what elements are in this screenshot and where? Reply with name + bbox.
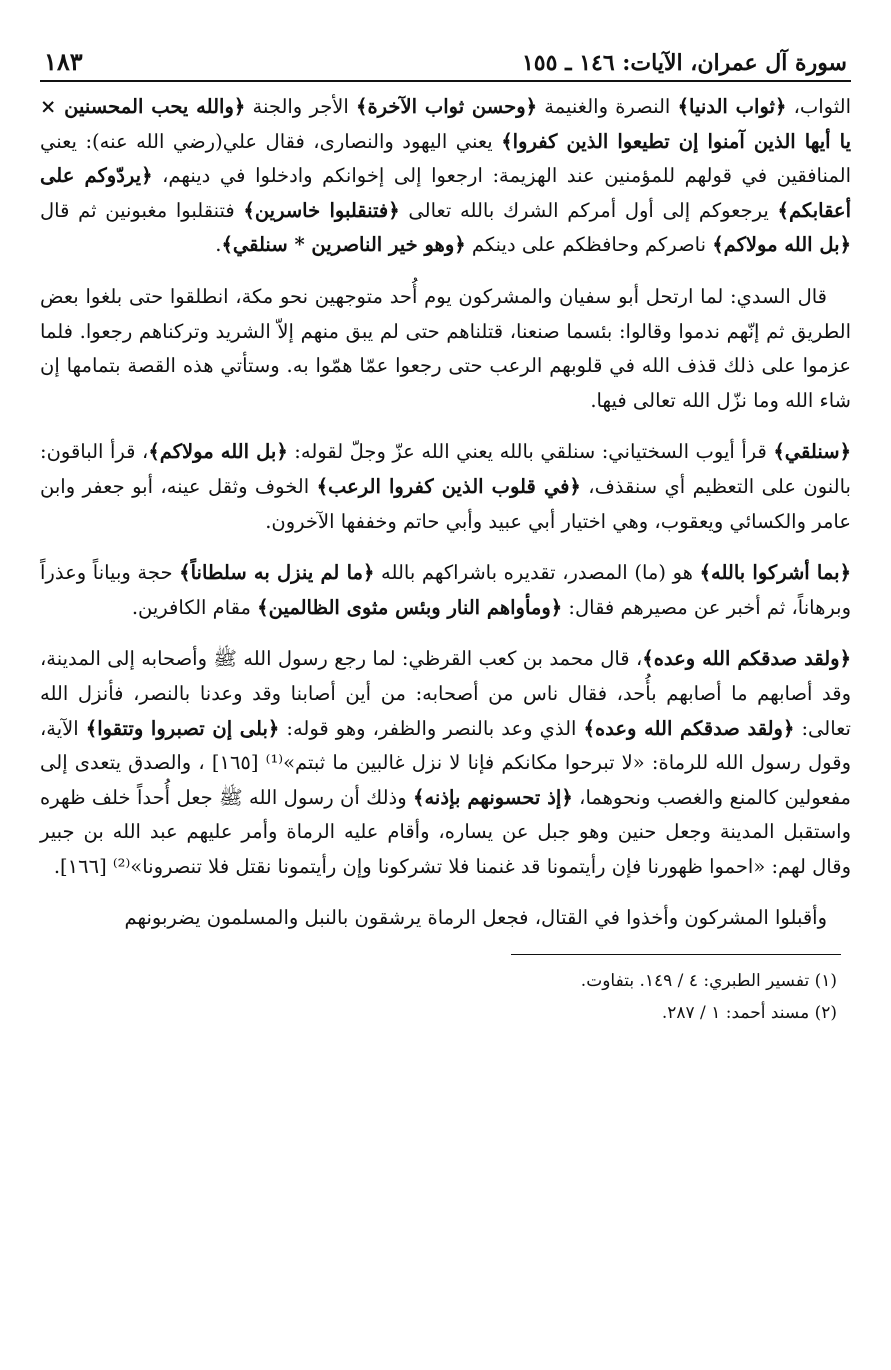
text-run: ناصركم وحافظكم على دينكم xyxy=(465,233,713,257)
quran-verse: ﴿بل الله مولاكم﴾ xyxy=(712,233,851,257)
paragraph xyxy=(40,901,851,936)
paragraph xyxy=(40,280,851,418)
main-text xyxy=(40,90,851,936)
paragraph xyxy=(40,556,851,625)
running-title: سورة آل عمران، الآيات: ١٤٦ ـ ١٥٥ xyxy=(521,50,847,76)
text-run: الخوف وثقل عينه، أبو جعفر وابن عامر والكسائي ويعقوب، وهي اختيار أبي عبيد وأبي حاتم وخففها الآخرون. xyxy=(40,474,851,533)
text-run: قرأ أيوب السختياني: سنلقي بالله يعني الله عزّ وجلّ لقوله: xyxy=(287,440,774,464)
quran-verse: ﴿فتنقلبوا خاسرين﴾ xyxy=(243,198,400,222)
quran-verse: ﴿إذ تحسونهم بإذنه﴾ xyxy=(413,785,573,809)
quran-verse: ﴿ولقد صدقكم الله وعده﴾ xyxy=(583,716,795,740)
text-run: قال السدي: لما ارتحل أبو سفيان والمشركون يوم أُحد متوجهين نحو مكة، انطلقوا حتى بلغوا بعض الطريق ثم إنّهم ندموا وقالوا: بئسما صنعنا، قتلناهم حتى لم يبق منهم إلاّ الشريد وتركناهم رجعوا. فلما عزموا على ذلك قذف الله في قلوبهم الرعب حتى رجعوا عمّا همّوا به. وستأتي هذه القصة بتمامها إن شاء الله وما نزّل الله تعالى فيها. xyxy=(40,284,851,412)
quran-verse: ﴿سنلقي﴾ xyxy=(773,440,851,464)
quran-verse: ﴿يردّوكم على أعقابكم﴾ xyxy=(40,164,851,222)
page-header xyxy=(40,36,851,82)
quran-verse: ﴿بلى إن تصبروا وتتقوا﴾ xyxy=(85,716,280,740)
text-run: وذلك أن رسول الله ﷺ جعل أُحداً خلف ظهره واستقبل المدينة وجعل حنين وهو جبل عن يساره، وأقام عليه الرماة وأمر عليهم عبد الله بن جبير وقال لهم: «احموا ظهورنا فإن رأيتمونا قد غنمنا فلا تشركونا وإن رأيتمونا نقتل فلا تنصرونا»⁽²⁾ [١٦٦]. xyxy=(40,785,851,878)
quran-verse: ﴿ثواب الدنيا﴾ xyxy=(677,95,787,118)
text-run: فتنقلبوا مغبونين ثم قال xyxy=(40,198,244,222)
quran-verse: ﴿وحسن ثواب الآخرة﴾ xyxy=(356,95,538,118)
text-run: حجة وبياناً وعذراً وبرهاناً، ثم أخبر عن مصيرهم فقال: xyxy=(40,561,851,619)
paragraph xyxy=(40,90,851,263)
paragraph xyxy=(40,435,851,539)
text-run: وأقبلوا المشركون وأخذوا في القتال، فجعل الرماة يرشقون بالنبل والمسلمون يضربونهم xyxy=(124,906,827,930)
quran-verse: ﴿والله يحب المحسنين × يا أيها الذين آمنوا إن تطيعوا الذين كفروا﴾ xyxy=(40,95,851,153)
text-run: يعني اليهود والنصارى، فقال علي(رضي الله عنه): يعني المنافقين في قولهم للمؤمنين عند الهزيمة: ارجعوا إلى إخوانكم وادخلوا في دينهم، xyxy=(40,129,852,188)
text-run: . xyxy=(215,233,222,257)
quran-verse: ﴿بل الله مولاكم﴾ xyxy=(148,440,288,464)
text-run: ، قال محمد بن كعب القرظي: لما رجع رسول الله ﷺ وأصحابه إلى المدينة، وقد أصابهم ما أصابهم بأُحد، فقال ناس من أصحابه: من أين أصابنا وقد وعدنا بالنصر، فأنزل الله تعالى: xyxy=(40,647,851,740)
quran-verse: ﴿بما أشركوا بالله﴾ xyxy=(699,561,852,585)
quran-verse: ﴿ولقد صدقكم الله وعده﴾ xyxy=(642,647,851,671)
footnote-1: (١) تفسير الطبري: ٤ / ١٤٩. بتفاوت. xyxy=(580,971,837,992)
quran-verse: ﴿وهو خير الناصرين * سنلقي﴾ xyxy=(221,233,466,257)
text-run: يرجعوكم إلى أول أمركم الشرك بالله تعالى xyxy=(399,198,778,222)
page-number: ١٨٣ xyxy=(44,47,83,76)
text-run: ، قرأ الباقون: بالنون على التعظيم أي سنقذف، xyxy=(40,440,851,498)
text-run: الآية، وقول رسول الله للرماة: «لا تبرحوا مكانكم فإنا لا نزل غالبين ما ثبتم»⁽¹⁾ [١٦٥] ، والصدق يتعدى إلى مفعولين كالمنع والغصب ونحوهما، xyxy=(40,716,852,809)
quran-verse: ﴿ما لم ينزل به سلطاناً﴾ xyxy=(179,561,375,585)
text-run: الثواب، xyxy=(786,95,851,118)
text-run: مقام الكافرين. xyxy=(131,595,258,619)
quran-verse: ﴿في قلوب الذين كفروا الرعب﴾ xyxy=(316,474,581,498)
text-run: هو (ما) المصدر، تقديره باشراكهم بالله xyxy=(374,561,700,585)
footnotes xyxy=(40,965,851,1029)
footnote-2: (٢) مسند أحمد: ١ / ٢٨٧. xyxy=(661,1003,837,1024)
text-run: الذي وعد بالنصر والظفر، وهو قوله: xyxy=(279,716,584,740)
quran-verse: ﴿ومأواهم النار وبئس مثوى الظالمين﴾ xyxy=(257,595,563,619)
text-run: النصرة والغنيمة xyxy=(537,95,678,118)
footnote-separator xyxy=(40,954,851,955)
paragraph xyxy=(40,642,851,884)
text-run: الأجر والجنة xyxy=(245,95,357,118)
